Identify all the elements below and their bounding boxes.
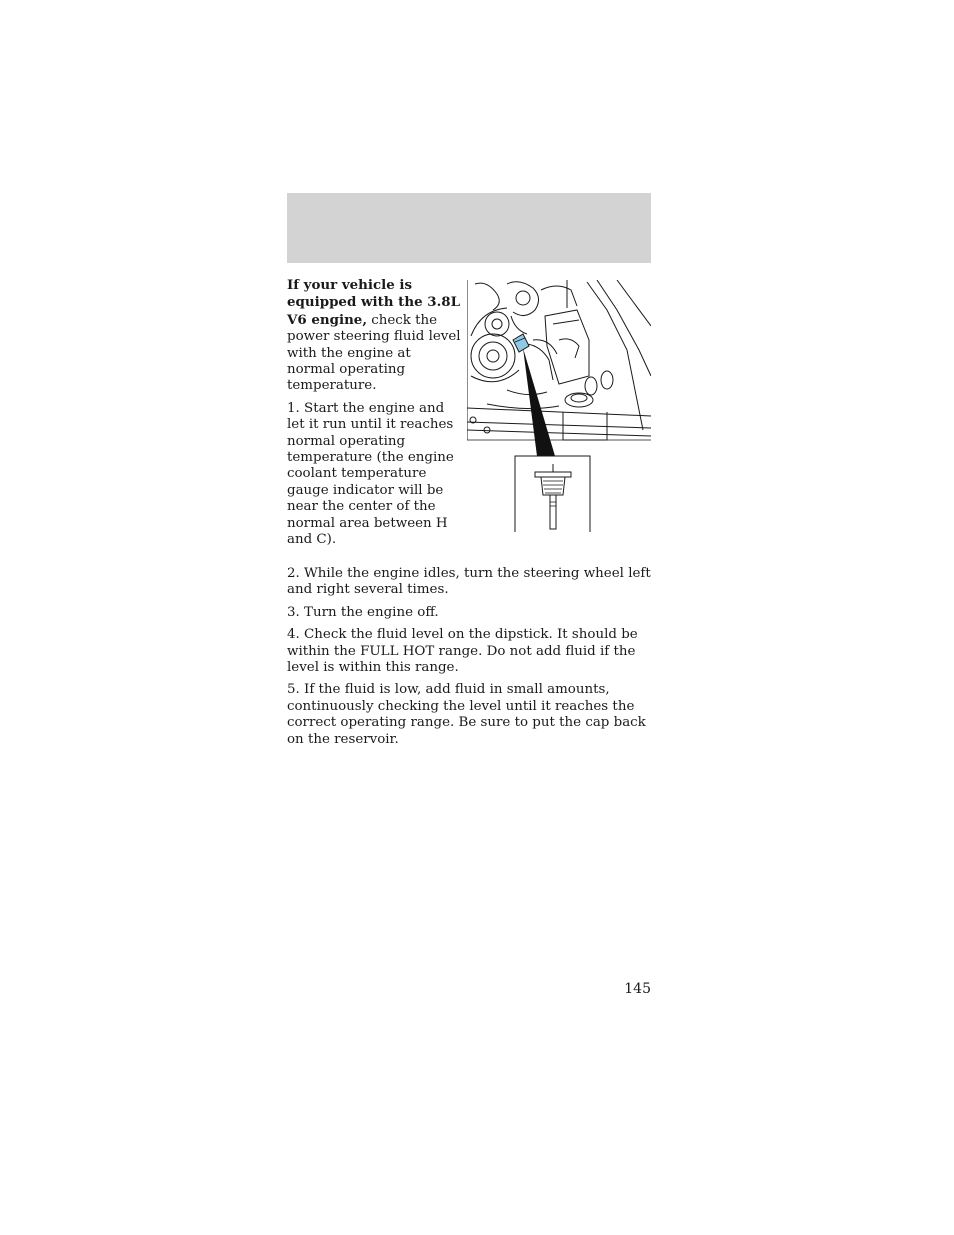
power-steering-reservoir <box>513 334 529 352</box>
step-4: 4. Check the fluid level on the dipstick. It should be within the FULL HOT range. Do not add fluid if the level is within this range. <box>287 627 638 676</box>
dipstick-detail <box>515 456 590 532</box>
page-content <box>287 277 651 754</box>
engine-compartment-illustration <box>467 280 651 532</box>
intro-paragraph <box>287 277 462 395</box>
step-2: 2. While the engine idles, turn the steering wheel left and right several times. <box>287 566 651 598</box>
step-1: 1. Start the engine and let it run until it reaches normal operating temperature (the engine coolant temperature gauge indicator will be near the center of the normal area between H and C). <box>287 400 454 548</box>
intro-bold-text: If your vehicle is equipped with the 3.8L V6 engine, <box>287 277 460 328</box>
page-number: 145 <box>624 981 651 997</box>
intro-block <box>287 277 651 566</box>
section-header-band <box>287 193 651 263</box>
steps-full-width <box>287 566 651 748</box>
intro-rest-text: check the power steering fluid level with the engine at normal operating temperature. <box>287 312 461 394</box>
step-3: 3. Turn the engine off. <box>287 604 439 620</box>
step-5: 5. If the fluid is low, add fluid in small amounts, continuously checking the level until it reaches the correct operating range. Be sure to put the cap back on the reservoir. <box>287 682 646 747</box>
intro-text-column <box>287 277 462 549</box>
